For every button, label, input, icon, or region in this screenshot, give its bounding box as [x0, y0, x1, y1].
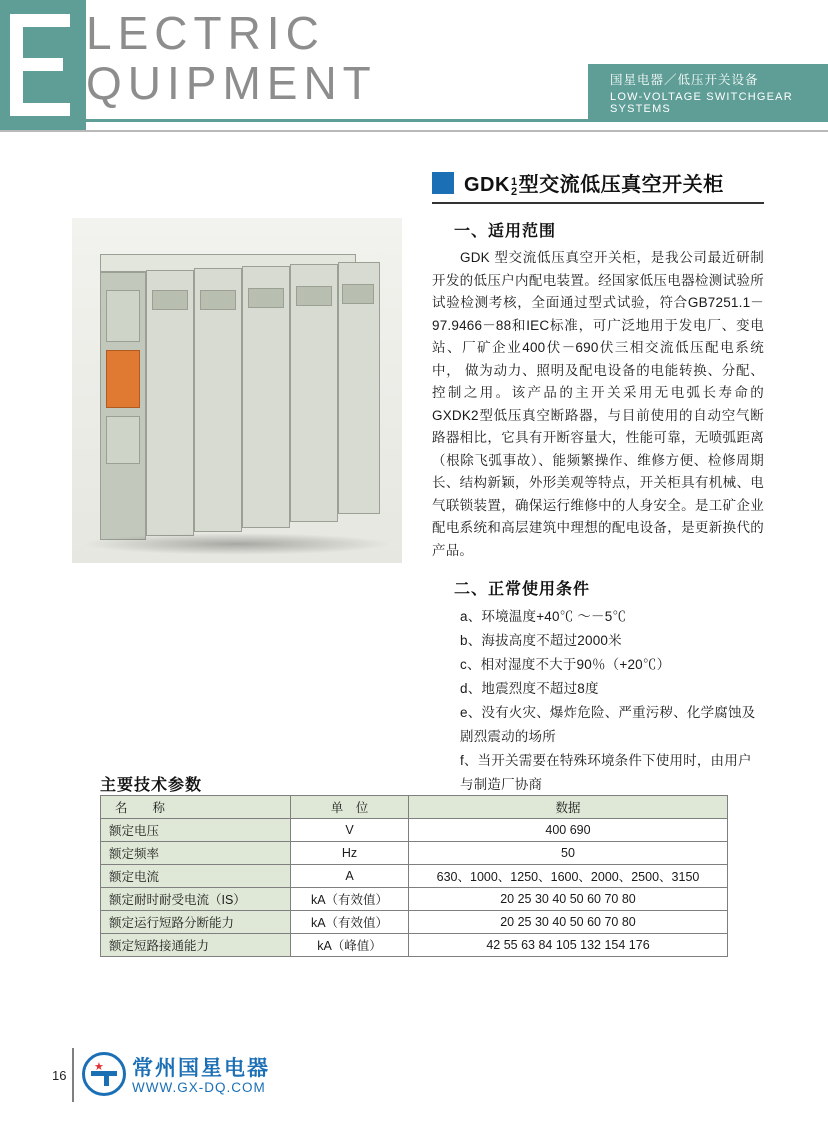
table-cell-unit: A — [291, 865, 409, 888]
table-cell-value: 20 25 30 40 50 60 70 80 — [409, 888, 728, 911]
table-cell-unit: kA（有效值） — [291, 911, 409, 934]
table-row — [101, 888, 728, 911]
header-divider-grey — [0, 130, 828, 132]
table-cell-unit: kA（峰值） — [291, 934, 409, 957]
header-badge-cn: 国星电器／低压开关设备 — [610, 73, 759, 87]
header-title-line2: QUIPMENT — [86, 57, 377, 109]
list-item: a、环境温度+40℃ ～－5℃ — [460, 609, 627, 624]
list-item: f、当开关需要在特殊环境条件下使用时，由用户与制造厂协商 — [460, 753, 752, 792]
table-header-cell-value: 数据 — [409, 796, 728, 819]
table-header-cell-unit: 单 位 — [291, 796, 409, 819]
company-logo-icon: ★ — [82, 1052, 126, 1096]
product-description-column — [432, 168, 764, 797]
product-title — [464, 168, 724, 197]
list-item: d、地震烈度不超过8度 — [460, 681, 599, 696]
table-cell-value: 630、1000、1250、1600、2000、2500、3150 — [409, 865, 728, 888]
product-title-row — [432, 168, 764, 197]
table-cell-name: 额定运行短路分断能力 — [101, 911, 291, 934]
list-item: c、相对湿度不大于90％（+20℃） — [460, 657, 671, 672]
table-row — [101, 819, 728, 842]
page-header — [0, 0, 828, 130]
spec-table-heading: 主要技术参数 — [100, 777, 203, 794]
section-heading-conditions: 二、正常使用条件 — [454, 581, 591, 598]
table-cell-value: 400 690 — [409, 819, 728, 842]
footer-website: WWW.GX-DQ.COM — [132, 1080, 266, 1095]
product-photo-illustration — [72, 218, 402, 563]
list-item: e、没有火灾、爆炸危险、严重污秽、化学腐蚀及剧烈震动的场所 — [460, 705, 756, 744]
list-item: b、海拔高度不超过2000米 — [460, 633, 622, 648]
product-title-fraction-bottom: 2 — [510, 185, 518, 198]
footer-divider — [72, 1048, 74, 1102]
bullet-square-icon — [432, 172, 454, 194]
table-cell-unit: kA（有效值） — [291, 888, 409, 911]
section-heading-scope: 一、适用范围 — [454, 223, 557, 240]
product-photo — [72, 218, 402, 563]
table-row — [101, 865, 728, 888]
table-cell-name: 额定短路接通能力 — [101, 934, 291, 957]
table-cell-value: 50 — [409, 842, 728, 865]
header-badge — [588, 64, 828, 119]
letter-e-logo-icon — [10, 14, 70, 116]
footer-company-name: 常州国星电器 — [132, 1057, 270, 1080]
product-title-prefix: GDK — [464, 174, 510, 196]
table-cell-value: 20 25 30 40 50 60 70 80 — [409, 911, 728, 934]
product-title-fraction-top: 1 — [510, 175, 518, 188]
table-cell-name: 额定频率 — [101, 842, 291, 865]
section-body-scope: GDK 型交流低压真空开关柜，是我公司最近研制开发的低压户内配电装置。经国家低压电器检测试验所试验检测考核，全面通过型式试验，符合GB7251.1－97.9466－88和IEC标准，可广泛地用于发电厂、变电站、厂矿企业400伏－690伏三相交流低压配电系统中， 做为动力、照明及配电设备的电能转换、分配、控制之用。该产品的主开关采用无电弧长寿命的GXDK2型低压真空断路器，与目前使用的自动空气断路器相比，它具有开断容量大，性能可靠，无喷弧距离（根除飞弧事故）、能频繁操作、维修方便、检修周期长、结构新颖，外形美观等特点，开关柜具有机械、电气联锁装置，确保运行维修中的人身安全。是工矿企业配电系统和高层建筑中理想的配电设备，是更新换代的产品。 — [432, 250, 764, 558]
table-cell-value: 42 55 63 84 105 132 154 176 — [409, 934, 728, 957]
header-divider-teal — [86, 119, 828, 122]
table-header-row — [101, 796, 728, 819]
table-cell-unit: V — [291, 819, 409, 842]
product-title-fraction — [511, 177, 518, 197]
table-row — [101, 911, 728, 934]
header-title-line1: LECTRIC — [86, 7, 325, 59]
header-badge-en: LOW-VOLTAGE SWITCHGEAR SYSTEMS — [610, 91, 793, 115]
table-cell-name: 额定电压 — [101, 819, 291, 842]
table-cell-name: 额定电流 — [101, 865, 291, 888]
table-header-cell-name: 名 称 — [101, 796, 291, 819]
product-title-suffix: 型交流低压真空开关柜 — [518, 174, 724, 196]
conditions-list — [432, 605, 764, 797]
table-row — [101, 934, 728, 957]
product-title-underline — [432, 202, 764, 204]
header-wordmark — [86, 6, 377, 110]
table-row — [101, 842, 728, 865]
table-cell-name: 额定耐时耐受电流（IS） — [101, 888, 291, 911]
page-number: 16 — [52, 1068, 67, 1083]
spec-table — [100, 795, 728, 957]
table-cell-unit: Hz — [291, 842, 409, 865]
